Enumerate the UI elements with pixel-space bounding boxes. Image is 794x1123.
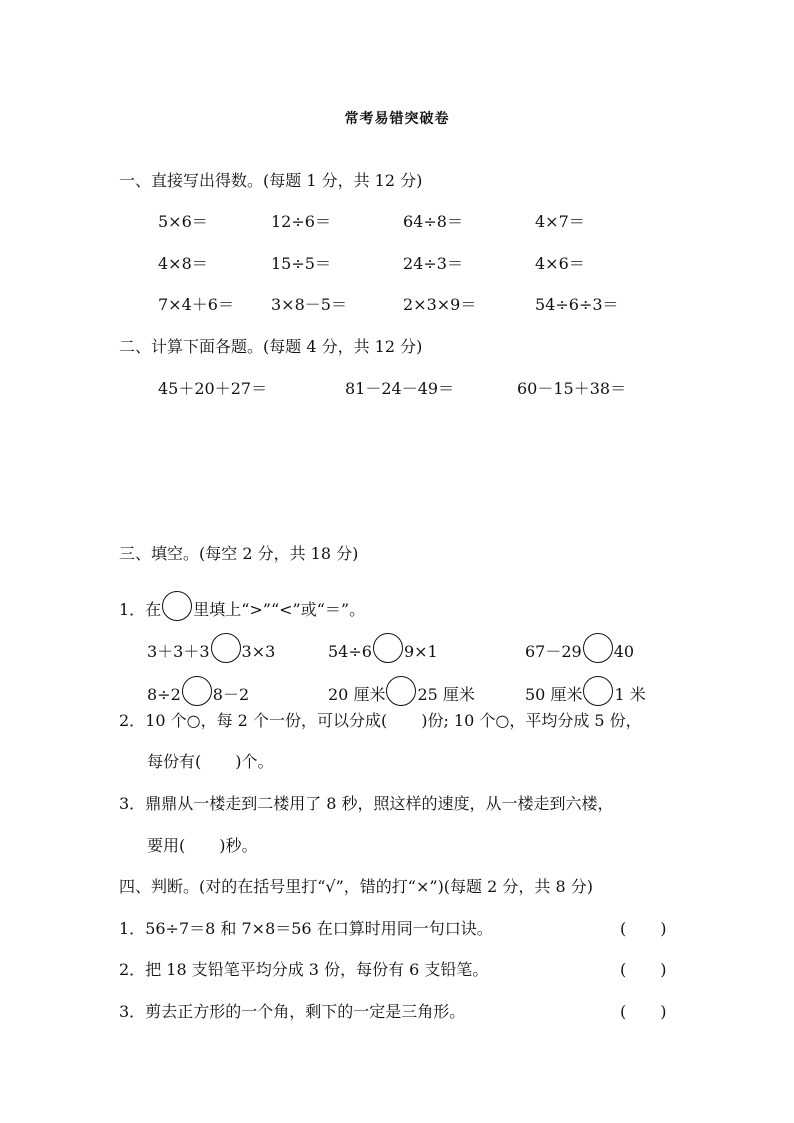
question-text: 要用( [147, 836, 186, 855]
question-text: 在 [145, 600, 162, 619]
answer-circle[interactable] [583, 633, 613, 663]
question-3-cont [147, 836, 258, 856]
question-text: 剪去正方形的一个角，剩下的一定是三角形。 [145, 1002, 466, 1021]
judge-item [119, 1002, 465, 1022]
compare-left: 8÷2 [147, 685, 181, 704]
compare-right: 1 米 [614, 685, 646, 704]
question-number: 2． [119, 711, 146, 730]
answer-bracket[interactable]: ( ) [620, 960, 667, 979]
section-4-heading: 四、判断。(对的在括号里打“√”，错的打“×”)(每题 2 分，共 8 分) [119, 877, 593, 896]
compare-right: 8－2 [212, 685, 250, 704]
question-number: 3． [119, 1002, 146, 1021]
mental-math-item: 2×3×9＝ [403, 295, 477, 314]
mental-math-item: 4×8＝ [158, 254, 208, 273]
question-text: 10 个○，每 2 个一份，可以分成( [145, 711, 388, 730]
calculation-item: 60－15＋38＝ [517, 379, 627, 398]
mental-math-item: 5×6＝ [158, 212, 208, 231]
question-text: 把 18 支铅笔平均分成 3 份，每份有 6 支铅笔。 [145, 960, 489, 979]
question-number: 1． [119, 919, 146, 938]
compare-item [147, 676, 249, 706]
answer-circle[interactable] [373, 633, 403, 663]
question-1 [119, 591, 365, 621]
compare-item [328, 633, 438, 663]
compare-left: 20 厘米 [328, 685, 386, 704]
question-text: )份; 10 个○，平均分成 5 份， [421, 711, 642, 730]
mental-math-item: 3×8－5＝ [271, 295, 347, 314]
section-3-heading: 三、填空。(每空 2 分，共 18 分) [119, 544, 359, 563]
mental-math-item: 4×7＝ [535, 212, 585, 231]
compare-item [147, 633, 275, 663]
mental-math-item: 4×6＝ [535, 254, 585, 273]
question-text: 每份有( [147, 752, 202, 771]
question-text: 里填上“>”“<”或“＝”。 [193, 600, 366, 619]
question-text: )个。 [235, 752, 274, 771]
question-number: 2． [119, 960, 146, 979]
question-2 [119, 711, 642, 731]
compare-item [525, 633, 634, 663]
compare-left: 67－29 [525, 642, 582, 661]
answer-circle[interactable] [211, 633, 241, 663]
mental-math-item: 15÷5＝ [271, 254, 331, 273]
question-text: 鼎鼎从一楼走到二楼用了 8 秒，照这样的速度，从一楼走到六楼， [145, 794, 614, 813]
question-text: 56÷7＝8 和 7×8＝56 在口算时用同一句口诀。 [145, 919, 493, 938]
compare-left: 50 厘米 [525, 685, 583, 704]
compare-left: 54÷6 [328, 642, 372, 661]
compare-right: 3×3 [241, 642, 276, 661]
compare-item [328, 676, 475, 706]
calculation-item: 81－24－49＝ [345, 379, 455, 398]
calculation-item: 45＋20＋27＝ [158, 379, 268, 398]
mental-math-item: 54÷6÷3＝ [535, 295, 619, 314]
section-1-heading: 一、直接写出得数。(每题 1 分，共 12 分) [119, 171, 423, 190]
compare-item [525, 676, 646, 706]
compare-right: 9×1 [403, 642, 438, 661]
answer-circle[interactable] [162, 591, 192, 621]
answer-bracket[interactable]: ( ) [620, 919, 667, 938]
answer-circle[interactable] [182, 676, 212, 706]
question-number: 3． [119, 794, 146, 813]
compare-right: 25 厘米 [417, 685, 475, 704]
question-2-cont [147, 752, 274, 772]
answer-circle[interactable] [583, 676, 613, 706]
mental-math-item: 64÷8＝ [403, 212, 463, 231]
compare-left: 3＋3＋3 [147, 642, 210, 661]
compare-right: 40 [613, 642, 635, 661]
answer-bracket[interactable]: ( ) [620, 1002, 667, 1021]
judge-item [119, 919, 493, 939]
section-2-heading: 二、计算下面各题。(每题 4 分，共 12 分) [119, 337, 423, 356]
question-text: )秒。 [219, 836, 258, 855]
mental-math-item: 7×4＋6＝ [158, 295, 234, 314]
page-title: 常考易错突破卷 [344, 111, 450, 127]
mental-math-item: 24÷3＝ [403, 254, 463, 273]
mental-math-item: 12÷6＝ [271, 212, 331, 231]
question-number: 1． [119, 600, 146, 619]
question-3 [119, 794, 614, 814]
judge-item [119, 960, 488, 980]
answer-circle[interactable] [386, 676, 416, 706]
